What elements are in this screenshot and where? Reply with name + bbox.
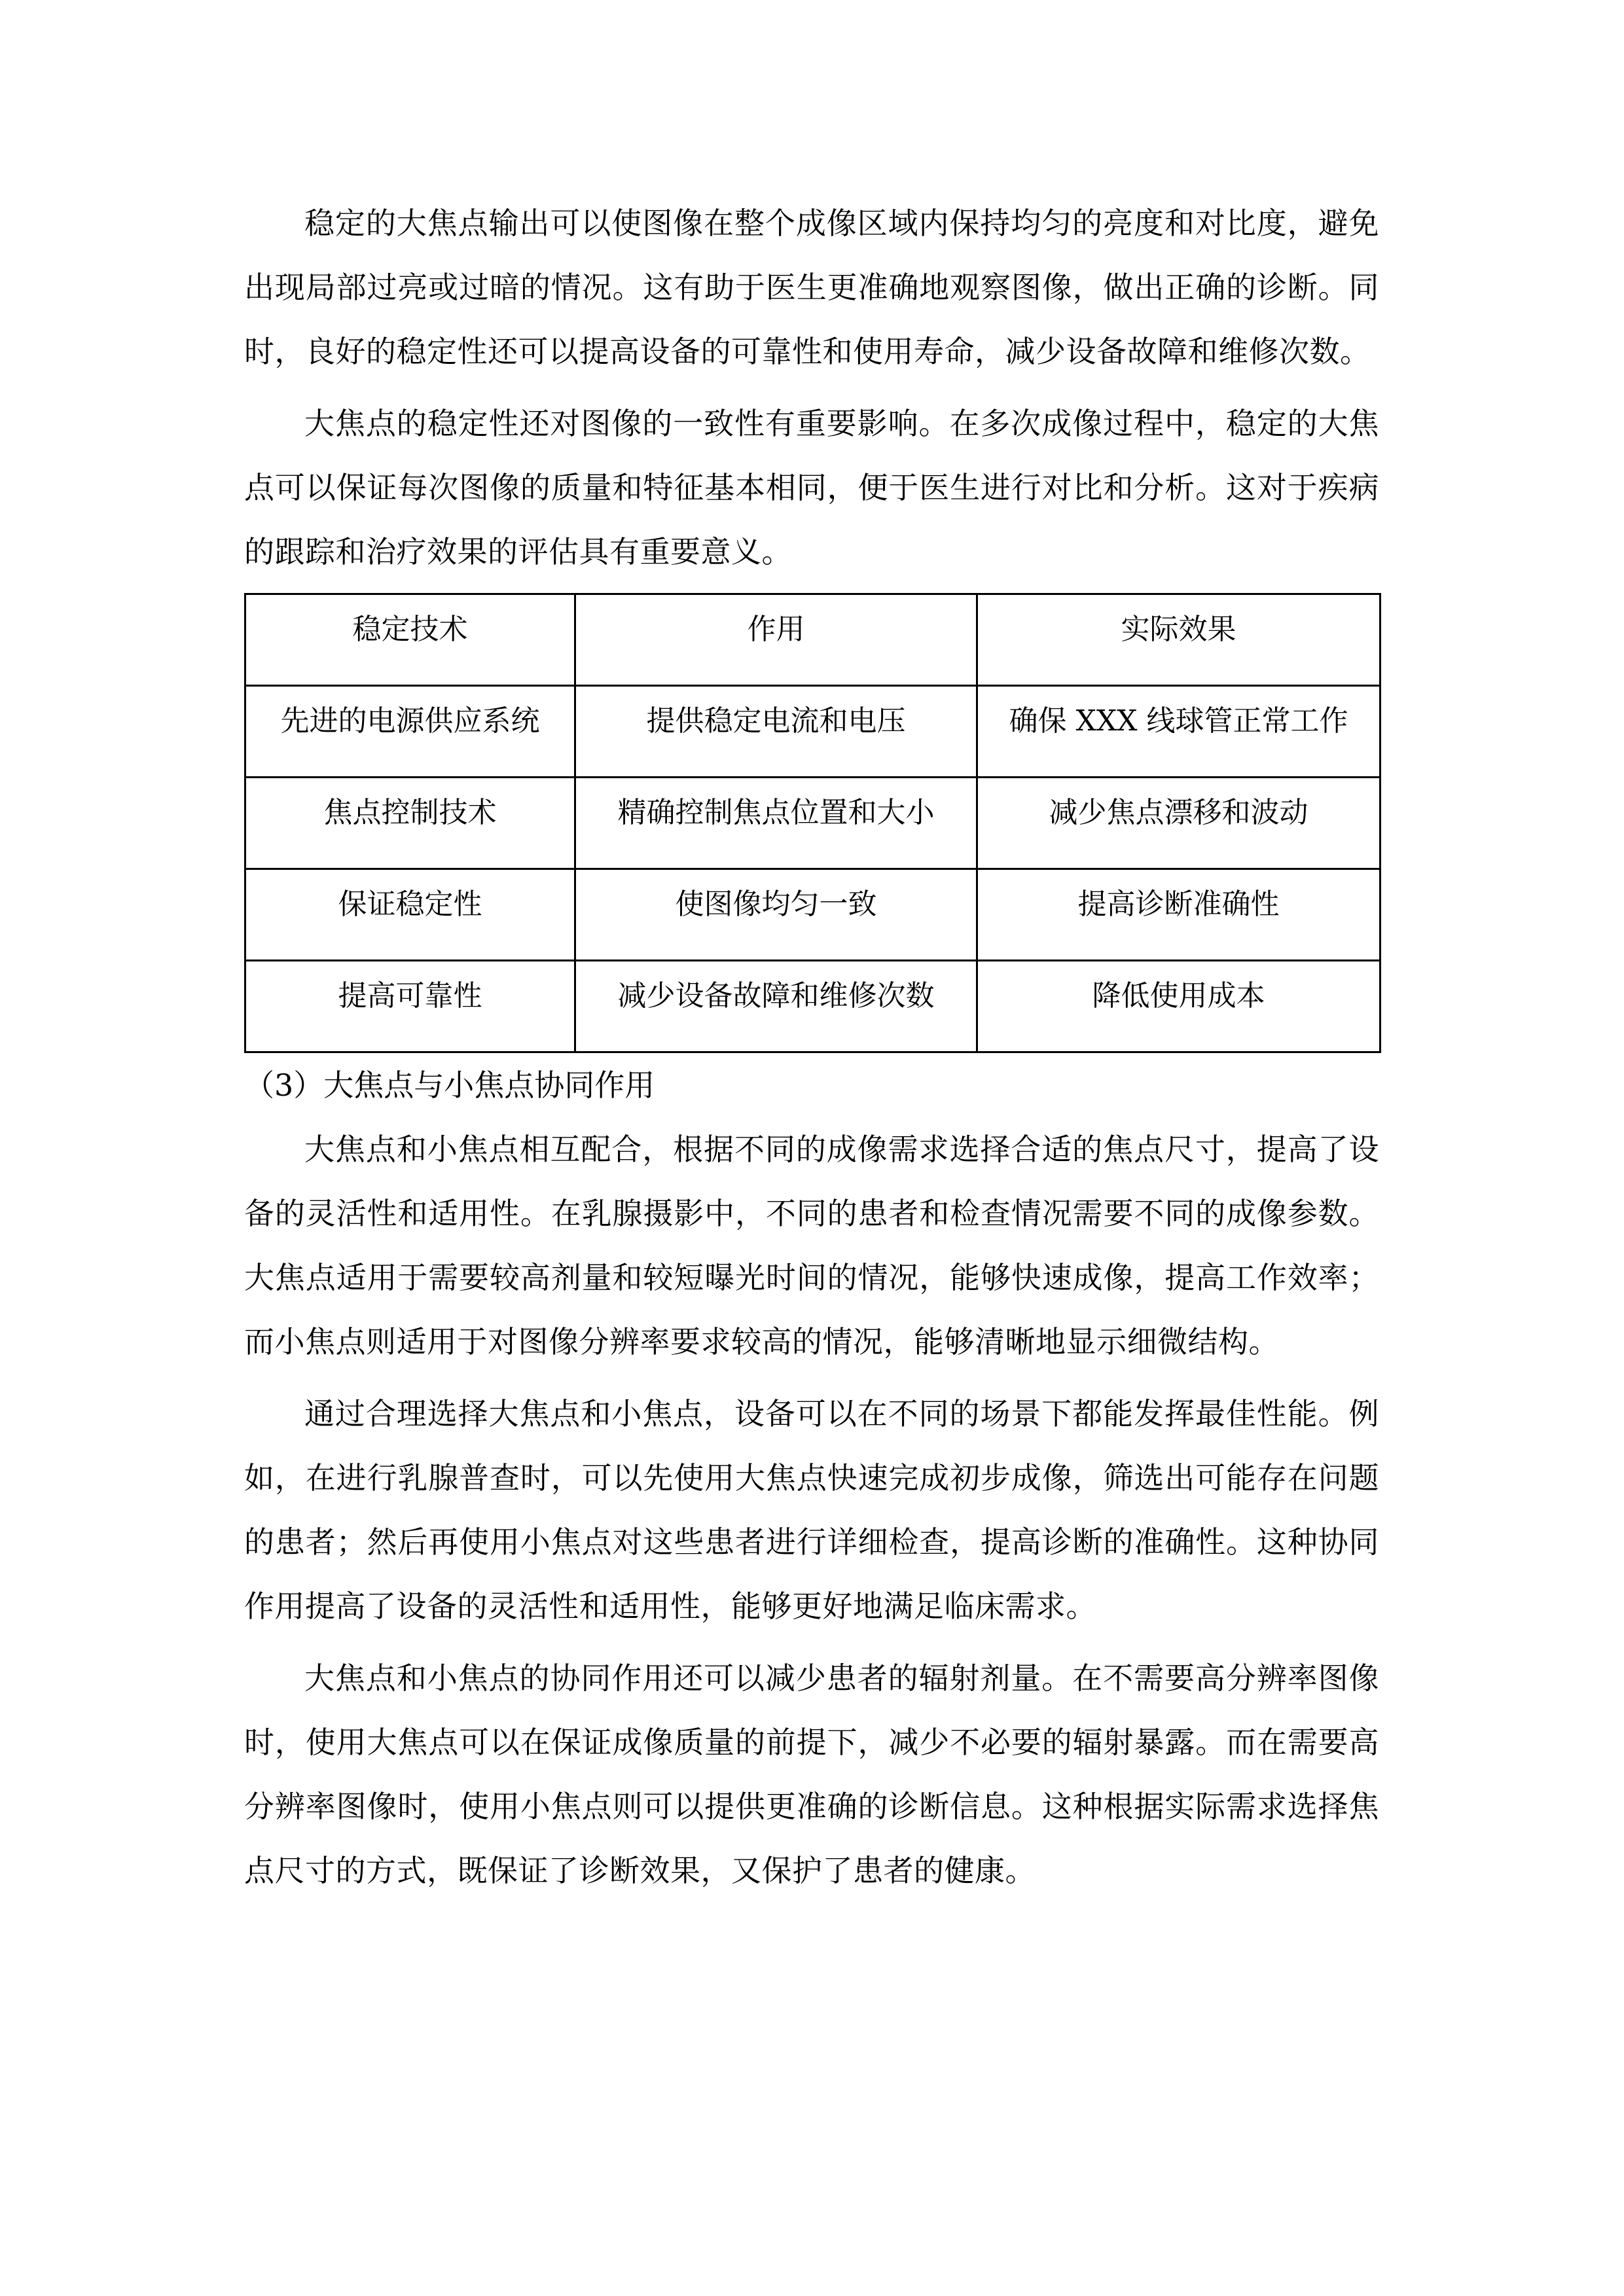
table-row bbox=[245, 961, 1380, 1052]
paragraph-stability-consistency: 大焦点的稳定性还对图像的一致性有重要影响。在多次成像过程中，稳定的大焦点可以保证每次图像的质量和特征基本相同，便于医生进行对比和分析。这对于疾病的跟踪和治疗效果的评估具有重要意义。 bbox=[244, 406, 1379, 569]
paragraph-focus-cooperation: 大焦点和小焦点相互配合，根据不同的成像需求选择合适的焦点尺寸，提高了设备的灵活性和适用性。在乳腺摄影中，不同的患者和检查情况需要不同的成像参数。大焦点适用于需要较高剂量和较短曝光时间的情况，能够快速成像，提高工作效率；而小焦点则适用于对图像分辨率要求较高的情况，能够清晰地显示细微结构。 bbox=[244, 1132, 1379, 1359]
header-effect: 实际效果 bbox=[977, 594, 1380, 686]
table-cell: 使图像均匀一致 bbox=[575, 869, 977, 961]
table-cell: 焦点控制技术 bbox=[245, 778, 575, 869]
table-cell: 减少焦点漂移和波动 bbox=[977, 778, 1380, 869]
paragraph-focus-selection: 通过合理选择大焦点和小焦点，设备可以在不同的场景下都能发挥最佳性能。例如，在进行乳腺普查时，可以先使用大焦点快速完成初步成像，筛选出可能存在问题的患者；然后再使用小焦点对这些患者进行详细检查，提高诊断的准确性。这种协同作用提高了设备的灵活性和适用性，能够更好地满足临床需求。 bbox=[244, 1396, 1379, 1624]
table-row bbox=[245, 778, 1380, 869]
table-cell: 减少设备故障和维修次数 bbox=[575, 961, 977, 1052]
table-cell: 保证稳定性 bbox=[245, 869, 575, 961]
stability-technology-table bbox=[244, 593, 1381, 1053]
table-cell: 确保 XXX 线球管正常工作 bbox=[977, 686, 1380, 778]
table-row bbox=[245, 869, 1380, 961]
table-cell: 降低使用成本 bbox=[977, 961, 1380, 1052]
header-function: 作用 bbox=[575, 594, 977, 686]
table-cell: 精确控制焦点位置和大小 bbox=[575, 778, 977, 869]
table-cell: 提高诊断准确性 bbox=[977, 869, 1380, 961]
section-heading: （3）大焦点与小焦点协同作用 bbox=[244, 1067, 655, 1103]
table-cell: 先进的电源供应系统 bbox=[245, 686, 575, 778]
document-page bbox=[244, 191, 1379, 1903]
header-technology: 稳定技术 bbox=[245, 594, 575, 686]
table-cell: 提高可靠性 bbox=[245, 961, 575, 1052]
paragraph-radiation-dose: 大焦点和小焦点的协同作用还可以减少患者的辐射剂量。在不需要高分辨率图像时，使用大焦点可以在保证成像质量的前提下，减少不必要的辐射暴露。而在需要高分辨率图像时，使用小焦点则可以提供更准确的诊断信息。这种根据实际需求选择焦点尺寸的方式，既保证了诊断效果，又保护了患者的健康。 bbox=[244, 1660, 1379, 1888]
table-header-row bbox=[245, 594, 1380, 686]
paragraph-stability-brightness: 稳定的大焦点输出可以使图像在整个成像区域内保持均匀的亮度和对比度，避免出现局部过亮或过暗的情况。这有助于医生更准确地观察图像，做出正确的诊断。同时，良好的稳定性还可以提高设备的可靠性和使用寿命，减少设备故障和维修次数。 bbox=[244, 206, 1379, 369]
table-cell: 提供稳定电流和电压 bbox=[575, 686, 977, 778]
table-row bbox=[245, 686, 1380, 778]
